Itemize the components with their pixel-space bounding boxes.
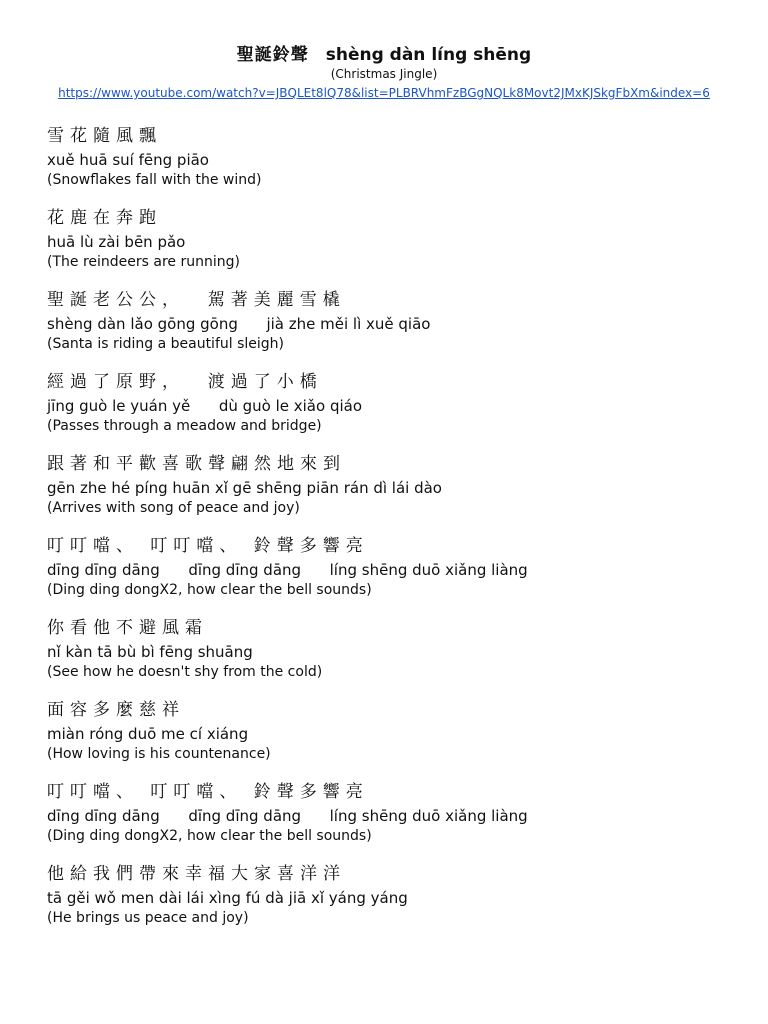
verse-hanzi: 叮叮噹、 叮叮噹、 鈴聲多響亮 [47, 782, 369, 802]
verse [47, 122, 747, 204]
verse-hanzi: 雪花隨風飄 [47, 126, 162, 146]
verse [47, 860, 747, 942]
verse-pinyin: miàn róng duō me cí xiáng [47, 725, 249, 743]
verse-english: (He brings us peace and joy) [47, 910, 249, 926]
title-hanzi: 聖誕鈴聲 [236, 45, 309, 65]
verse [47, 450, 747, 532]
verse [47, 286, 747, 368]
verse-english: (Santa is riding a beautiful sleigh) [47, 336, 284, 352]
document-header [0, 0, 768, 101]
verse-hanzi: 面容多麼慈祥 [47, 700, 185, 720]
verse [47, 204, 747, 286]
verse-english: (Snowflakes fall with the wind) [47, 172, 262, 188]
verse-hanzi: 他給我們帶來幸福大家喜洋洋 [47, 864, 346, 884]
verse-pinyin: huā lù zài bēn pǎo [47, 233, 186, 251]
verse [47, 532, 747, 614]
verse-pinyin: tā gěi wǒ men dài lái xìng fú dà jiā xǐ yáng yáng [47, 889, 408, 907]
youtube-link[interactable]: https://www.youtube.com/watch?v=JBQLEt8lQ78&list=PLBRVhmFzBGgNQLk8Movt2JMxKJSkgFbXm&index=6 [58, 86, 710, 100]
verse-hanzi: 聖誕老公公， 駕著美麗雪橇 [47, 290, 346, 310]
verse-pinyin: jīng guò le yuán yě dù guò le xiǎo qiáo [47, 397, 363, 415]
verse-hanzi: 叮叮噹、 叮叮噹、 鈴聲多響亮 [47, 536, 369, 556]
verse-pinyin: gēn zhe hé píng huān xǐ gē shēng piān rán dì lái dào [47, 479, 442, 497]
verse-pinyin: xuě huā suí fēng piāo [47, 151, 209, 169]
verse-hanzi: 經過了原野， 渡過了小橋 [47, 372, 323, 392]
verse-hanzi: 跟著和平歡喜歌聲翩然地來到 [47, 454, 346, 474]
song-subtitle: (Christmas Jingle) [330, 67, 438, 81]
verse-pinyin: dīng dīng dāng dīng dīng dāng líng shēng duō xiǎng liàng [47, 561, 528, 579]
verse-pinyin: nǐ kàn tā bù bì fēng shuāng [47, 643, 253, 661]
verse-pinyin: shèng dàn lǎo gōng gōng jià zhe měi lì xuě qiāo [47, 315, 431, 333]
verse [47, 614, 747, 696]
lyrics-list [47, 122, 747, 942]
verse-english: (Ding ding dongX2, how clear the bell sounds) [47, 828, 372, 844]
verse-english: (See how he doesn't shy from the cold) [47, 664, 323, 680]
song-title [0, 44, 768, 66]
title-pinyin: shèng dàn líng shēng [325, 45, 532, 65]
verse [47, 778, 747, 860]
verse-english: (Arrives with song of peace and joy) [47, 500, 300, 516]
verse-hanzi: 你看他不避風霜 [47, 618, 208, 638]
verse-english: (Ding ding dongX2, how clear the bell sounds) [47, 582, 372, 598]
verse [47, 696, 747, 778]
verse-hanzi: 花鹿在奔跑 [47, 208, 162, 228]
verse-english: (Passes through a meadow and bridge) [47, 418, 322, 434]
verse-pinyin: dīng dīng dāng dīng dīng dāng líng shēng duō xiǎng liàng [47, 807, 528, 825]
verse [47, 368, 747, 450]
verse-english: (How loving is his countenance) [47, 746, 271, 762]
verse-english: (The reindeers are running) [47, 254, 240, 270]
